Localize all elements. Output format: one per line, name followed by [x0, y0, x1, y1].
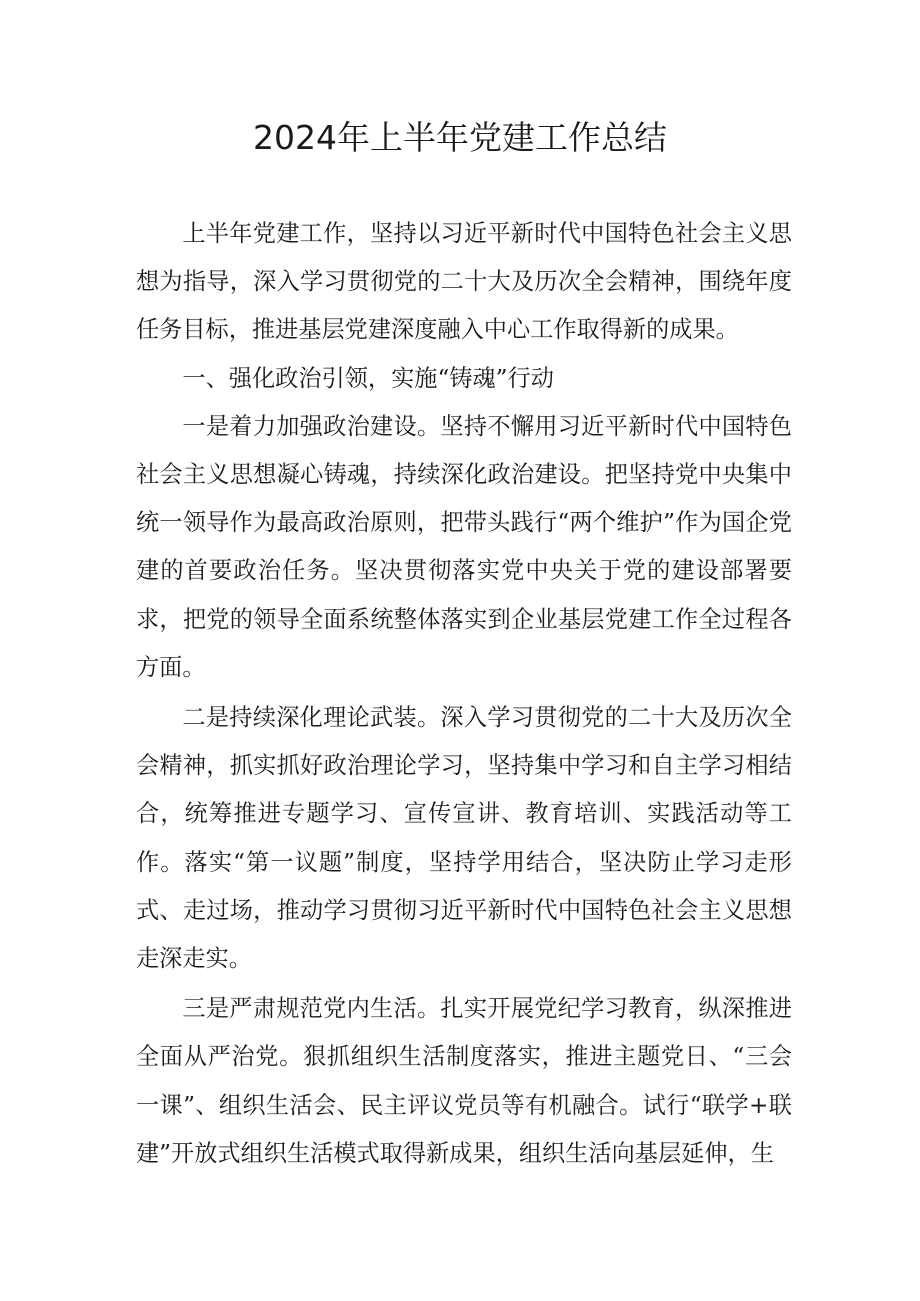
- paragraph-party-life: 三是严肃规范党内生活。扎实开展党纪学习教育，纵深推进全面从严治党。狠抓组织生活制度落实，推进主题党日、“三会一课”、组织生活会、民主评议党员等有机融合。试行“联学+联建”开放式组织生活模式取得新成果，组织生活向基层延伸，生: [136, 995, 792, 1167]
- document-body: [136, 210, 792, 1178]
- document-title: 2024年上半年党建工作总结: [253, 118, 667, 157]
- paragraph-political-building: 一是着力加强政治建设。坚持不懈用习近平新时代中国特色社会主义思想凝心铸魂，持续深化政治建设。把坚持党中央集中统一领导作为最高政治原则，把带头践行“两个维护”作为国企党建的首要政治任务。坚决贯彻落实党中央关于党的建设部署要求，把党的领导全面系统整体落实到企业基层党建工作全过程各方面。: [136, 412, 792, 681]
- intro-paragraph: 上半年党建工作，坚持以习近平新时代中国特色社会主义思想为指导，深入学习贯彻党的二十大及历次全会精神，围绕年度任务目标，推进基层党建深度融入中心工作取得新的成果。: [136, 220, 792, 344]
- paragraph-theoretical-arming: 二是持续深化理论武装。深入学习贯彻党的二十大及历次全会精神，抓实抓好政治理论学习，坚持集中学习和自主学习相结合，统筹推进专题学习、宣传宣讲、教育培训、实践活动等工作。落实“第一议题”制度，坚持学用结合，坚决防止学习走形式、走过场，推动学习贯彻习近平新时代中国特色社会主义思想走深走实。: [136, 704, 792, 973]
- section-heading-1: 一、强化政治引领，实施“铸魂”行动: [182, 364, 554, 392]
